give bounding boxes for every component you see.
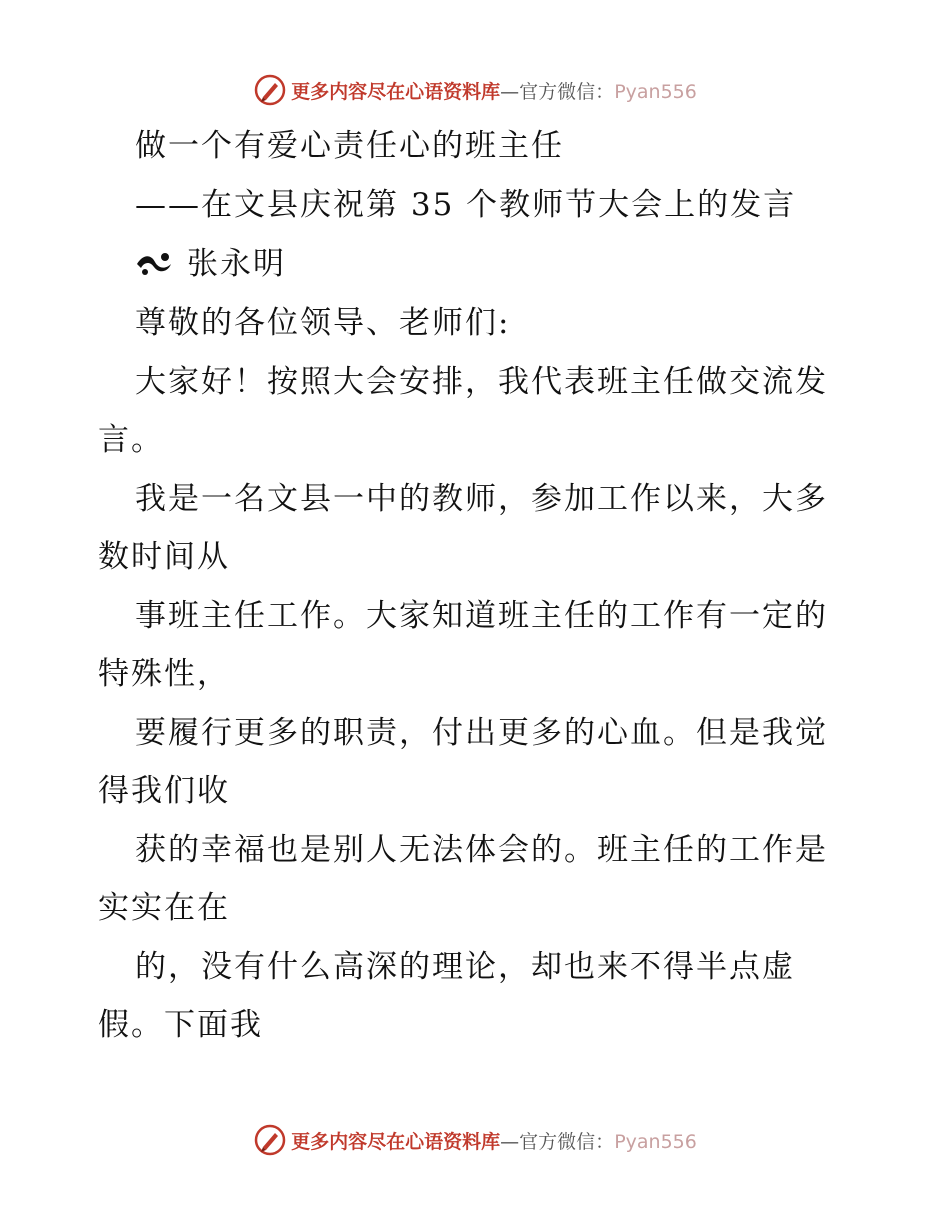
paragraph-line: 大家好！按照大会安排，我代表班主任做交流发 bbox=[135, 364, 828, 400]
header-banner bbox=[0, 70, 950, 110]
banner-brand: 更多内容尽在心语资料库 bbox=[291, 80, 501, 103]
paragraph-line: 我是一名文县一中的教师，参加工作以来，大多 bbox=[135, 481, 828, 517]
banner-wechat-label: 官方微信： bbox=[519, 1130, 615, 1153]
banner-text bbox=[291, 1127, 697, 1154]
document-title: 做一个有爱心责任心的班主任 bbox=[135, 128, 564, 164]
paragraph-line: 获的幸福也是别人无法体会的。班主任的工作是 bbox=[135, 832, 828, 868]
footer-banner bbox=[0, 1120, 950, 1160]
pen-logo-icon bbox=[253, 1123, 287, 1157]
document-subtitle: ——在文县庆祝第 35 个教师节大会上的发言 bbox=[135, 187, 797, 223]
paragraph-line: 的，没有什么高深的理论，却也来不得半点虚 bbox=[135, 949, 795, 985]
paragraph-line: 数时间从 bbox=[98, 539, 230, 575]
paragraph-line: 特殊性， bbox=[98, 656, 230, 692]
banner-wechat-id: Pyan556 bbox=[614, 80, 697, 103]
paragraph-line: 实实在在 bbox=[98, 890, 230, 926]
pen-logo-icon bbox=[253, 73, 287, 107]
banner-brand: 更多内容尽在心语资料库 bbox=[291, 1130, 501, 1153]
salutation: 尊敬的各位领导、老师们: bbox=[135, 305, 511, 341]
paragraph-line: 要履行更多的职责，付出更多的心血。但是我觉 bbox=[135, 715, 828, 751]
paragraph-line: 言。 bbox=[98, 422, 164, 458]
banner-wechat-id: Pyan556 bbox=[614, 1130, 697, 1153]
paragraph-line: 得我们收 bbox=[98, 773, 230, 809]
paragraph-line: 事班主任工作。大家知道班主任的工作有一定的 bbox=[135, 598, 828, 634]
fleuron-icon bbox=[135, 248, 175, 278]
banner-separator: — bbox=[500, 80, 520, 103]
author-name: 张永明 bbox=[187, 246, 286, 282]
banner-wechat-label: 官方微信： bbox=[519, 80, 615, 103]
banner-text bbox=[291, 77, 697, 104]
banner-separator: — bbox=[500, 1130, 520, 1153]
paragraph-line: 假。下面我 bbox=[98, 1007, 263, 1043]
author-line bbox=[135, 244, 286, 284]
